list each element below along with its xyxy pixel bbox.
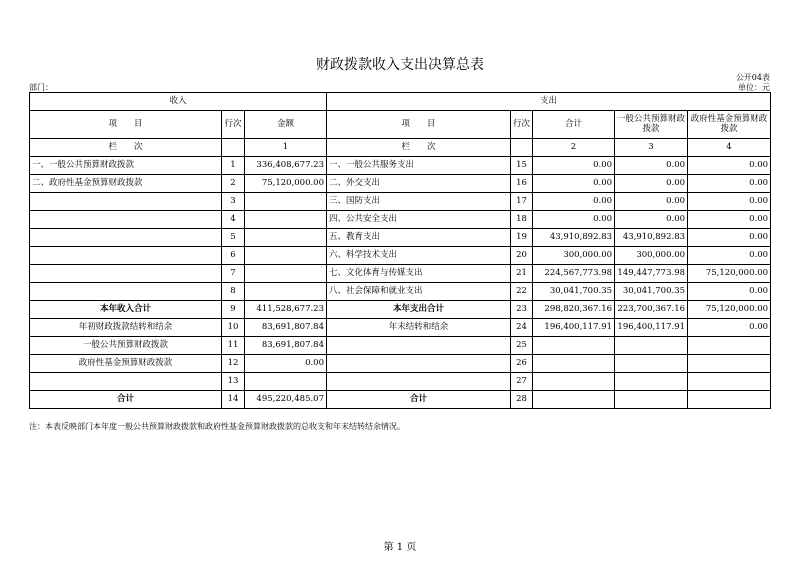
expense-row-no: 23 [511, 301, 533, 319]
table-row [30, 229, 771, 247]
expense-total-header: 合计 [533, 111, 615, 139]
expense-row-no: 21 [511, 265, 533, 283]
income-item-header: 项 目 [30, 111, 222, 139]
col-index-1: 1 [245, 139, 327, 157]
income-row-no: 9 [222, 301, 245, 319]
income-item: 政府性基金预算财政拨款 [30, 355, 222, 373]
income-item: 合计 [30, 391, 222, 409]
expense-total: 30,041,700.35 [533, 283, 615, 301]
expense-fund: 75,120,000.00 [688, 265, 771, 283]
header-row-2 [30, 111, 771, 139]
income-row-no: 12 [222, 355, 245, 373]
expense-row-no: 15 [511, 157, 533, 175]
income-amount [245, 229, 327, 247]
income-row-no: 5 [222, 229, 245, 247]
expense-fund: 0.00 [688, 211, 771, 229]
expense-rowno-header: 行次 [511, 111, 533, 139]
expense-fund [688, 355, 771, 373]
table-row [30, 157, 771, 175]
expense-row-no: 27 [511, 373, 533, 391]
expense-fund-header: 政府性基金预算财政拨款 [688, 111, 771, 139]
income-amount [245, 373, 327, 391]
expense-header: 支出 [327, 93, 771, 111]
income-amount [245, 247, 327, 265]
income-amount: 411,528,677.23 [245, 301, 327, 319]
expense-total: 196,400,117.91 [533, 319, 615, 337]
summary-row-fund [30, 355, 771, 373]
income-item [30, 229, 222, 247]
form-number: 公开04表 [735, 73, 770, 82]
expense-general: 0.00 [615, 157, 688, 175]
expense-general: 0.00 [615, 175, 688, 193]
income-item: 一般公共预算财政拨款 [30, 337, 222, 355]
summary-row-carryover [30, 319, 771, 337]
income-row-no: 7 [222, 265, 245, 283]
col-index-2: 2 [533, 139, 615, 157]
expense-total: 0.00 [533, 175, 615, 193]
expense-total: 43,910,892.83 [533, 229, 615, 247]
expense-total: 0.00 [533, 211, 615, 229]
expense-total: 300,000.00 [533, 247, 615, 265]
expense-row-no: 18 [511, 211, 533, 229]
expense-row-no: 25 [511, 337, 533, 355]
expense-row-no: 19 [511, 229, 533, 247]
expense-total: 0.00 [533, 157, 615, 175]
income-item [30, 211, 222, 229]
income-row-no: 6 [222, 247, 245, 265]
expense-item: 六、科学技术支出 [327, 247, 511, 265]
col-index-3: 3 [615, 139, 688, 157]
expense-item: 七、文化体育与传媒支出 [327, 265, 511, 283]
header-row-1 [30, 93, 771, 111]
table-row [30, 247, 771, 265]
expense-item: 合计 [327, 391, 511, 409]
expense-general: 43,910,892.83 [615, 229, 688, 247]
expense-row-no: 28 [511, 391, 533, 409]
income-row-no: 11 [222, 337, 245, 355]
income-item [30, 283, 222, 301]
income-rowno-header: 行次 [222, 111, 245, 139]
expense-item [327, 373, 511, 391]
expense-fund [688, 373, 771, 391]
expense-fund: 0.00 [688, 229, 771, 247]
expense-total [533, 337, 615, 355]
income-item [30, 373, 222, 391]
expense-total [533, 355, 615, 373]
expense-row-no: 17 [511, 193, 533, 211]
expense-item: 三、国防支出 [327, 193, 511, 211]
expense-total: 224,567,773.98 [533, 265, 615, 283]
expense-item [327, 337, 511, 355]
income-amount: 83,691,807.84 [245, 319, 327, 337]
expense-item [327, 355, 511, 373]
expense-general: 149,447,773.98 [615, 265, 688, 283]
income-amount [245, 283, 327, 301]
col-index-4: 4 [688, 139, 771, 157]
expense-fund: 0.00 [688, 157, 771, 175]
col-blank [222, 139, 245, 157]
income-row-no: 4 [222, 211, 245, 229]
col-blank [511, 139, 533, 157]
summary-row-grand-total [30, 391, 771, 409]
expense-general: 300,000.00 [615, 247, 688, 265]
expense-general [615, 337, 688, 355]
expense-total [533, 391, 615, 409]
expense-row-no: 24 [511, 319, 533, 337]
expense-total [533, 373, 615, 391]
col-label-income: 栏 次 [30, 139, 222, 157]
expense-total: 298,820,367.16 [533, 301, 615, 319]
table-row [30, 211, 771, 229]
expense-fund: 0.00 [688, 193, 771, 211]
expense-item: 一、一般公共服务支出 [327, 157, 511, 175]
expense-row-no: 16 [511, 175, 533, 193]
expense-fund: 0.00 [688, 175, 771, 193]
income-item: 一、一般公共预算财政拨款 [30, 157, 222, 175]
income-amount [245, 265, 327, 283]
expense-item: 八、社会保障和就业支出 [327, 283, 511, 301]
expense-general-header: 一般公共预算财政拨款 [615, 111, 688, 139]
income-row-no: 1 [222, 157, 245, 175]
summary-row-annual-total [30, 301, 771, 319]
income-item: 二、政府性基金预算财政拨款 [30, 175, 222, 193]
income-item [30, 193, 222, 211]
income-amount: 495,220,485.07 [245, 391, 327, 409]
income-amount: 0.00 [245, 355, 327, 373]
expense-row-no: 26 [511, 355, 533, 373]
income-amount [245, 193, 327, 211]
expense-general: 223,700,367.16 [615, 301, 688, 319]
income-row-no: 13 [222, 373, 245, 391]
expense-total: 0.00 [533, 193, 615, 211]
expense-general: 196,400,117.91 [615, 319, 688, 337]
expense-item: 五、教育支出 [327, 229, 511, 247]
income-header: 收入 [30, 93, 327, 111]
expense-item: 二、外交支出 [327, 175, 511, 193]
income-item [30, 265, 222, 283]
expense-fund: 75,120,000.00 [688, 301, 771, 319]
income-amount: 336,408,677.23 [245, 157, 327, 175]
expense-fund [688, 391, 771, 409]
income-row-no: 14 [222, 391, 245, 409]
fiscal-summary-table [29, 92, 771, 409]
page-number: 第 1 页 [383, 542, 417, 553]
col-label-expense: 栏 次 [327, 139, 511, 157]
income-item: 年初财政拨款结转和结余 [30, 319, 222, 337]
expense-fund: 0.00 [688, 247, 771, 265]
expense-general [615, 391, 688, 409]
expense-row-no: 22 [511, 283, 533, 301]
summary-row-general [30, 337, 771, 355]
table-row [30, 265, 771, 283]
income-amount: 75,120,000.00 [245, 175, 327, 193]
income-row-no: 3 [222, 193, 245, 211]
table-note: 注：本表反映部门本年度一般公共预算财政拨款和政府性基金预算财政拨款的总收支和年末结转结余情况。 [29, 422, 405, 431]
expense-general: 30,041,700.35 [615, 283, 688, 301]
expense-general [615, 355, 688, 373]
expense-general [615, 373, 688, 391]
income-item: 本年收入合计 [30, 301, 222, 319]
income-amount-header: 金额 [245, 111, 327, 139]
expense-fund [688, 337, 771, 355]
column-index-row [30, 139, 771, 157]
expense-item: 本年支出合计 [327, 301, 511, 319]
expense-row-no: 20 [511, 247, 533, 265]
report-title: 财政拨款收入支出决算总表 [316, 57, 484, 73]
table-row [30, 283, 771, 301]
table-row [30, 193, 771, 211]
income-item [30, 247, 222, 265]
income-amount: 83,691,807.84 [245, 337, 327, 355]
unit-label: 单位：元 [738, 83, 770, 92]
income-row-no: 8 [222, 283, 245, 301]
expense-general: 0.00 [615, 193, 688, 211]
expense-fund: 0.00 [688, 283, 771, 301]
expense-item-header: 项 目 [327, 111, 511, 139]
summary-row-blank [30, 373, 771, 391]
expense-fund: 0.00 [688, 319, 771, 337]
table-row [30, 175, 771, 193]
income-amount [245, 211, 327, 229]
department-label: 部门： [29, 83, 53, 92]
expense-item: 年末结转和结余 [327, 319, 511, 337]
expense-item: 四、公共安全支出 [327, 211, 511, 229]
income-row-no: 10 [222, 319, 245, 337]
expense-general: 0.00 [615, 211, 688, 229]
income-row-no: 2 [222, 175, 245, 193]
